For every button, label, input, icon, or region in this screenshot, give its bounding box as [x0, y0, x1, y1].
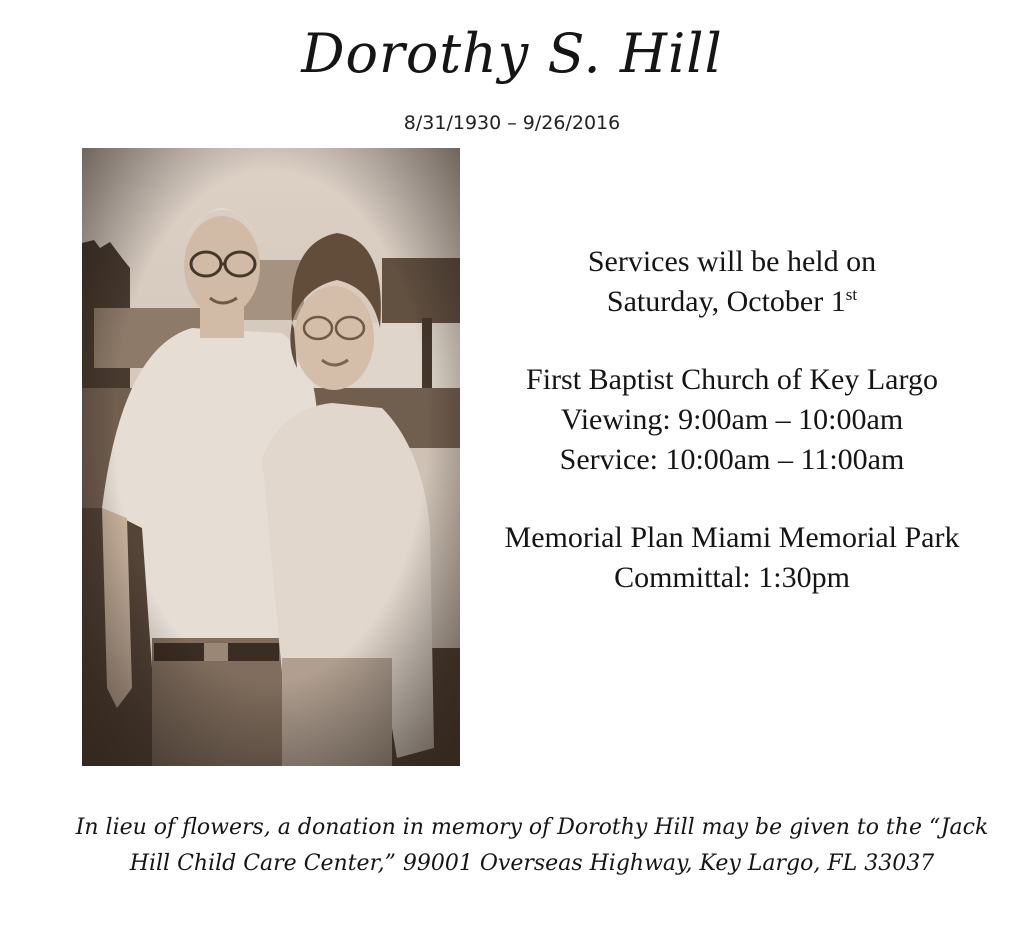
donation-note-line-2: Hill Child Care Center,” 99001 Overseas Highway, Key Largo, FL 33037 [129, 851, 935, 876]
donation-note-line-1: In lieu of flowers, a donation in memory of Dorothy Hill may be given to the “Jack [75, 815, 989, 840]
service-date-suffix: st [845, 285, 858, 304]
service-details [482, 242, 982, 598]
services-intro: Services will be held on [587, 245, 877, 278]
cemetery-name: Memorial Plan Miami Memorial Park [504, 521, 960, 554]
donation-note [60, 810, 1004, 882]
service-time: Service: 10:00am – 11:00am [559, 443, 905, 476]
committal-time: Committal: 1:30pm [614, 561, 850, 594]
couple-photo [82, 148, 460, 766]
deceased-name: Dorothy S. Hill [301, 22, 723, 85]
service-date [482, 282, 982, 322]
church-name: First Baptist Church of Key Largo [526, 363, 938, 396]
viewing-time: Viewing: 9:00am – 10:00am [560, 403, 904, 436]
life-dates: 8/31/1930 – 9/26/2016 [403, 112, 621, 134]
service-date-text: Saturday, October 1 [606, 285, 846, 318]
